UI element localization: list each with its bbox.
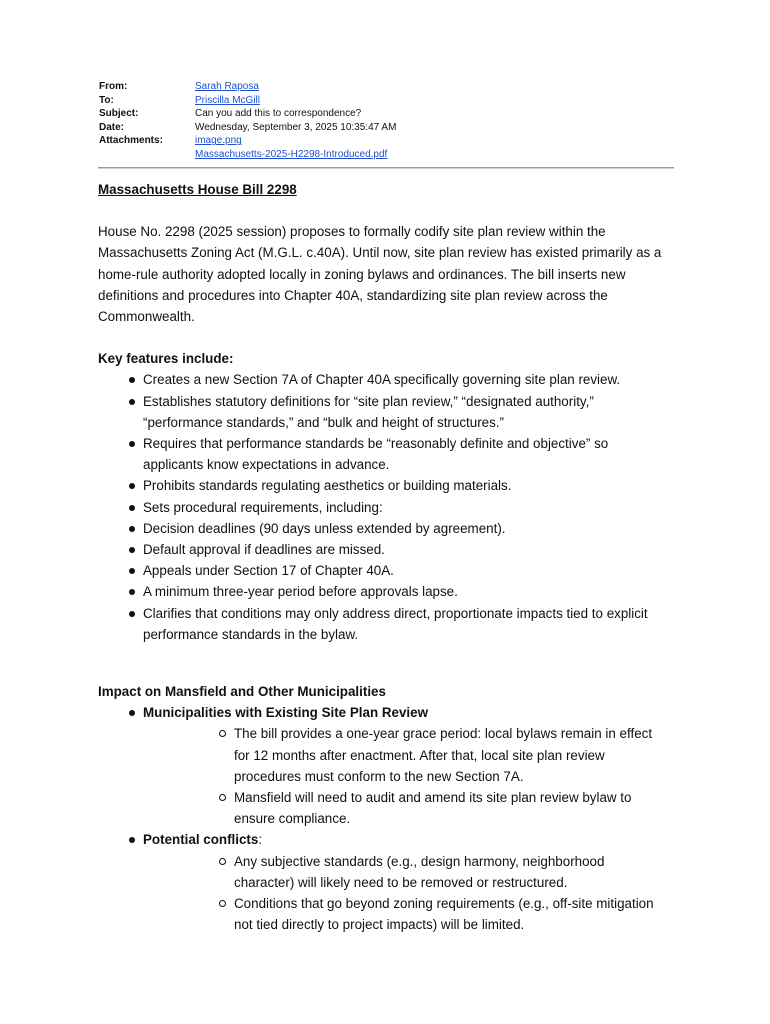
date-row xyxy=(99,121,396,135)
text-line: definitions and procedures into Chapter 40A, standardizing site plan review across the xyxy=(98,287,608,303)
list-item xyxy=(98,475,688,496)
list-item xyxy=(98,518,688,539)
text-line: Clarifies that conditions may only address direct, proportionate impacts tied to explicit xyxy=(143,605,648,621)
list-item xyxy=(98,603,688,645)
text-line: Massachusetts Zoning Act (M.G.L. c.40A). Until now, site plan review has existed primarily as a xyxy=(98,245,662,261)
list-item xyxy=(98,829,688,850)
text-line: Establishes statutory definitions for “site plan review,” “designated authority,” xyxy=(143,393,594,409)
list-item xyxy=(98,391,688,433)
text-line: Any subjective standards (e.g., design harmony, neighborhood xyxy=(234,853,605,869)
subject-value: Can you add this to correspondence? xyxy=(195,108,362,120)
text-line: Creates a new Section 7A of Chapter 40A specifically governing site plan review. xyxy=(143,372,621,388)
from-link[interactable]: Sarah Raposa xyxy=(195,81,259,92)
attachments-label: Attachments: xyxy=(99,135,163,147)
list-item xyxy=(98,702,688,723)
text-line: House No. 2298 (2025 session) proposes to formally codify site plan review within the xyxy=(98,224,606,240)
intro-paragraph xyxy=(98,221,688,327)
text-line: Appeals under Section 17 of Chapter 40A. xyxy=(143,563,394,579)
list-item xyxy=(98,369,688,390)
list-item xyxy=(98,787,688,829)
impact-conflicts-colon: : xyxy=(258,832,263,848)
attachments-row xyxy=(99,134,396,161)
impact-conflicts-label: Potential conflicts xyxy=(143,832,259,848)
attachment-link[interactable]: Massachusetts-2025-H2298-Introduced.pdf xyxy=(195,148,388,160)
features-heading: Key features include: xyxy=(98,351,234,367)
text-line: applicants know expectations in advance. xyxy=(143,457,390,473)
email-header xyxy=(99,80,396,162)
impact-existing-label: Municipalities with Existing Site Plan Review xyxy=(143,705,428,721)
text-line: performance standards in the bylaw. xyxy=(143,626,359,642)
text-line: Default approval if deadlines are missed. xyxy=(143,542,385,558)
list-item xyxy=(98,851,688,893)
text-line: “performance standards,” and “bulk and height of structures.” xyxy=(143,414,504,430)
list-item xyxy=(98,539,688,560)
list-item xyxy=(98,893,688,935)
attachment-link[interactable]: image.png xyxy=(195,135,242,147)
text-line: character) will likely need to be removed or restructured. xyxy=(234,874,568,890)
text-line: Requires that performance standards be “reasonably definite and objective” so xyxy=(143,436,609,452)
impact-list xyxy=(98,702,688,935)
impact-heading: Impact on Mansfield and Other Municipalities xyxy=(98,684,386,700)
text-line: Decision deadlines (90 days unless extended by agreement). xyxy=(143,520,506,536)
text-line: Mansfield will need to audit and amend its site plan review bylaw to xyxy=(234,790,632,806)
text-line: Sets procedural requirements, including: xyxy=(143,499,383,515)
date-label: Date: xyxy=(99,121,125,133)
attachments-list xyxy=(195,134,387,161)
list-item xyxy=(98,723,688,787)
text-line: The bill provides a one-year grace period: local bylaws remain in effect xyxy=(234,726,653,742)
text-line: Conditions that go beyond zoning requirements (e.g., off-site mitigation xyxy=(234,896,654,912)
list-item xyxy=(98,497,688,518)
subject-row xyxy=(99,107,396,121)
list-item xyxy=(98,433,688,475)
document-title: Massachusetts House Bill 2298 xyxy=(98,182,297,197)
text-line: home-rule authority adopted locally in zoning bylaws and ordinances. The bill inserts new xyxy=(98,266,626,282)
text-line: A minimum three-year period before approvals lapse. xyxy=(143,584,458,600)
subject-label: Subject: xyxy=(99,108,139,120)
from-label: From: xyxy=(99,81,128,92)
text-line: for 12 months after enactment. After that, local site plan review xyxy=(234,747,605,763)
from-row xyxy=(99,80,396,94)
text-line: Prohibits standards regulating aesthetics or building materials. xyxy=(143,478,512,494)
date-value: Wednesday, September 3, 2025 10:35:47 AM xyxy=(195,121,397,133)
header-divider xyxy=(98,167,674,169)
document-body xyxy=(98,179,688,936)
text-line: ensure compliance. xyxy=(234,811,351,827)
to-row xyxy=(99,94,396,108)
to-label: To: xyxy=(99,94,114,106)
text-line: Commonwealth. xyxy=(98,309,195,325)
list-item xyxy=(98,560,688,581)
text-line: procedures must conform to the new Section 7A. xyxy=(234,768,524,784)
to-link[interactable]: Priscilla McGill xyxy=(195,94,260,106)
features-list xyxy=(98,369,688,645)
list-item xyxy=(98,581,688,602)
text-line: not tied directly to project impacts) will be limited. xyxy=(234,917,525,933)
